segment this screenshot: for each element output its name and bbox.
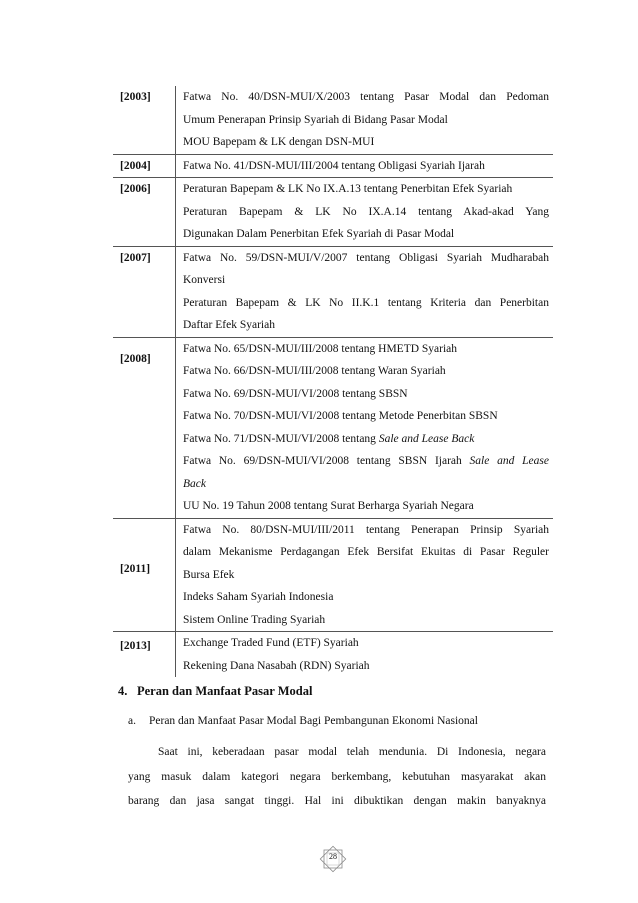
regulation-line: Peraturan Bapepam & LK No IX.A.13 tentang Penerbitan Efek Syariah (183, 183, 513, 195)
regulation-table (113, 86, 553, 677)
regulation-line: dalam Mekanisme Perdagangan Efek Bersifat Ekuitas di Pasar Reguler (183, 546, 549, 558)
paragraph-line: barang dan jasa sangat tinggi. Hal ini dibuktikan dengan makin banyaknya (128, 795, 546, 807)
regulation-text: Fatwa No. 71/DSN-MUI/VI/2008 tentang (183, 432, 379, 445)
section-number: 4. (118, 684, 128, 698)
regulation-line: Peraturan Bapepam & LK No IX.A.14 tentang Akad-akad Yang (183, 205, 549, 218)
italic-term: Back (183, 477, 206, 490)
regulation-line: MOU Bapepam & LK dengan DSN-MUI (183, 136, 375, 148)
regulation-line: Fatwa No. 65/DSN-MUI/III/2008 tentang HMETD Syariah (183, 342, 458, 355)
year-cell: [2006] (113, 178, 176, 247)
table-row (113, 246, 553, 337)
page-number: 28 (329, 852, 337, 861)
regulation-line: Exchange Traded Fund (ETF) Syariah (183, 637, 359, 649)
page-number-ornament (318, 844, 348, 874)
year-cell: [2007] (113, 246, 176, 337)
year-cell: [2003] (120, 91, 151, 103)
table-row (113, 632, 553, 678)
year-cell: [2008] (113, 337, 176, 518)
regulation-line: Fatwa No. 69/DSN-MUI/VI/2008 tentang SBSN (183, 387, 408, 400)
regulation-line: Bursa Efek (183, 568, 235, 581)
table-row (113, 337, 553, 518)
table-row (113, 86, 553, 154)
section-heading (118, 684, 312, 699)
regulation-line: Indeks Saham Syariah Indonesia (183, 591, 334, 603)
italic-term: Sale and Lease (469, 455, 549, 467)
regulation-line (183, 450, 549, 473)
regulation-line: Peraturan Bapepam & LK No II.K.1 tentang Kriteria dan Penerbitan (183, 296, 549, 309)
paragraph-line: yang masuk dalam kategori negara berkembang, kebutuhan masyarakat akan (128, 770, 546, 783)
regulation-line: Fatwa No. 59/DSN-MUI/V/2007 tentang Obligasi Syariah Mudharabah (183, 251, 549, 264)
regulation-line: Digunakan Dalam Penerbitan Efek Syariah di Pasar Modal (183, 228, 455, 240)
regulation-line: Fatwa No. 66/DSN-MUI/III/2008 tentang Waran Syariah (183, 365, 446, 377)
subsection-letter: a. (128, 715, 136, 727)
year-cell: [2013] (113, 632, 176, 678)
regulation-line: Fatwa No. 40/DSN-MUI/X/2003 tentang Pasar Modal dan Pedoman (183, 91, 549, 103)
regulation-line: Fatwa No. 70/DSN-MUI/VI/2008 tentang Metode Penerbitan SBSN (183, 410, 498, 422)
regulation-cell (176, 246, 554, 337)
regulation-text: Fatwa No. 69/DSN-MUI/VI/2008 tentang SBSN Ijarah (183, 455, 470, 467)
table-row (113, 178, 553, 247)
table-row (113, 154, 553, 178)
subsection-heading (128, 715, 478, 727)
year-cell: [2011] (113, 518, 176, 632)
regulation-cell (176, 86, 554, 154)
year-cell: [2004] (113, 154, 176, 178)
regulation-line: Sistem Online Trading Syariah (183, 613, 326, 626)
section-title: Peran dan Manfaat Pasar Modal (137, 684, 313, 698)
regulation-line: Fatwa No. 80/DSN-MUI/III/2011 tentang Penerapan Prinsip Syariah (183, 523, 549, 536)
body-paragraph (128, 740, 546, 814)
regulation-line (183, 428, 549, 451)
table-row (113, 518, 553, 632)
regulation-line: Daftar Efek Syariah (183, 319, 275, 331)
regulation-cell (176, 632, 554, 678)
regulation-cell (176, 178, 554, 247)
regulation-line: UU No. 19 Tahun 2008 tentang Surat Berharga Syariah Negara (183, 500, 474, 512)
regulation-cell (176, 337, 554, 518)
subsection-title: Peran dan Manfaat Pasar Modal Bagi Pembangunan Ekonomi Nasional (149, 715, 478, 727)
regulation-line: Umum Penerapan Prinsip Syariah di Bidang Pasar Modal (183, 113, 448, 126)
italic-term: Sale and Lease Back (378, 432, 475, 445)
regulation-line: Fatwa No. 41/DSN-MUI/III/2004 tentang Obligasi Syariah Ijarah (183, 159, 485, 172)
regulation-cell (176, 518, 554, 632)
regulation-line: Rekening Dana Nasabah (RDN) Syariah (183, 659, 370, 672)
regulation-cell (176, 154, 554, 178)
regulation-line (183, 473, 549, 496)
paragraph-line: Saat ini, keberadaan pasar modal telah mendunia. Di Indonesia, negara (158, 746, 546, 758)
regulation-line: Konversi (183, 274, 226, 286)
